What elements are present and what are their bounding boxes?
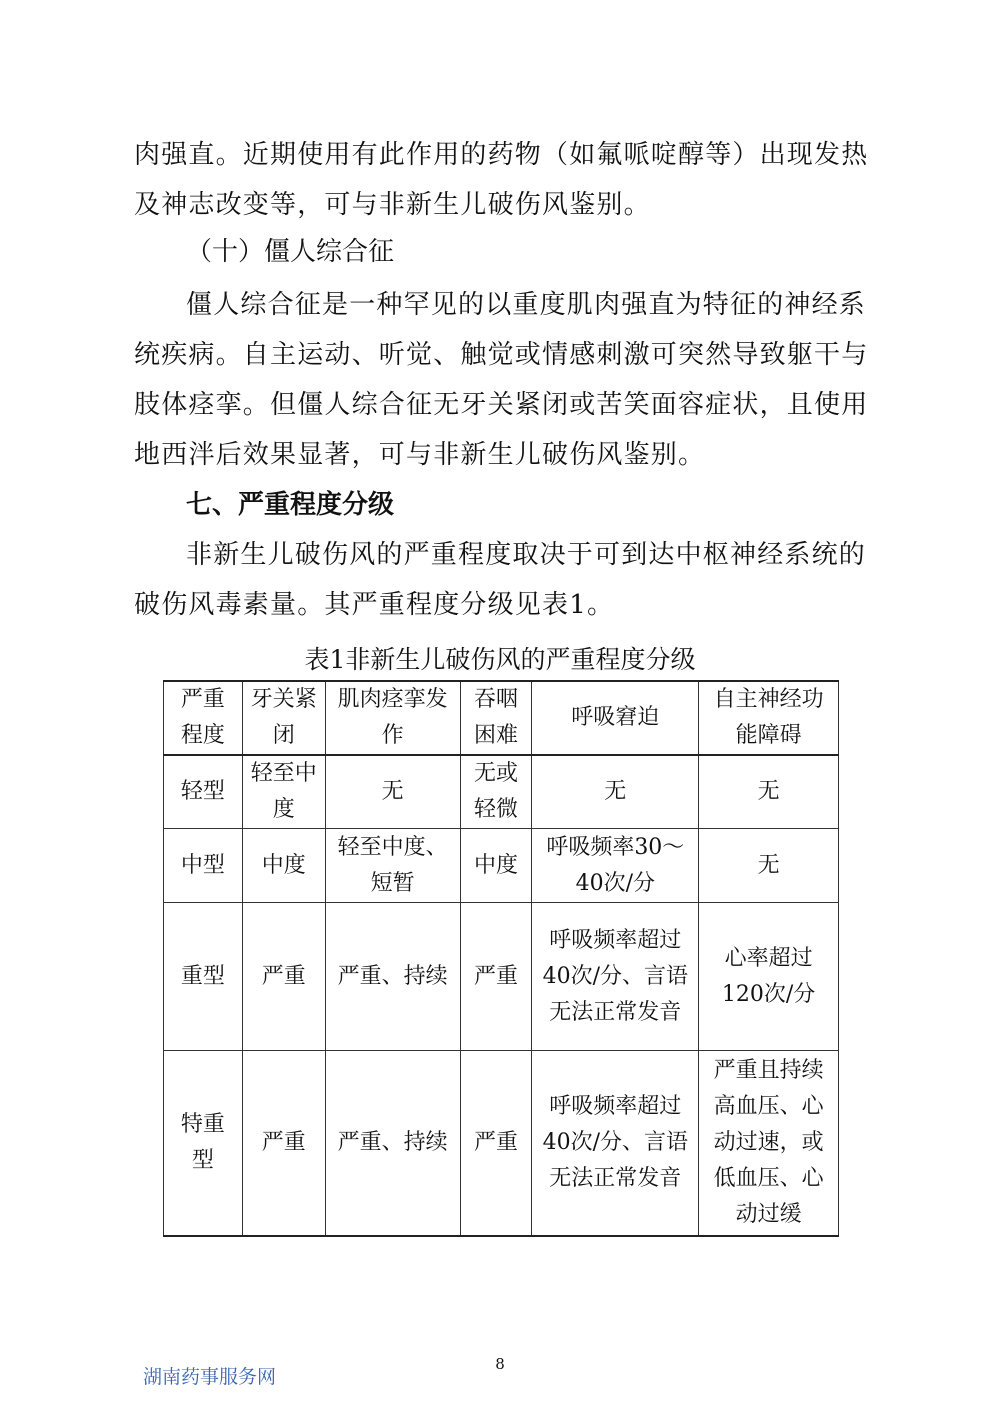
table-cell: 特重型 (164, 1051, 243, 1236)
table-row (164, 755, 839, 829)
table-cell: 无 (532, 755, 699, 829)
table-row (164, 903, 839, 1051)
table-cell: 呼吸频率30～40次/分 (532, 829, 699, 903)
table-cell: 严重 (242, 1051, 325, 1236)
table-cell: 严重、持续 (325, 1051, 460, 1236)
page-number: 8 (495, 1355, 505, 1373)
header-cell: 严重程度 (164, 681, 243, 755)
table-cell: 无 (325, 755, 460, 829)
table-cell: 严重且持续高血压、心动过速，或低血压、心动过缓 (699, 1051, 839, 1236)
header-cell: 肌肉痉挛发作 (325, 681, 460, 755)
table-cell: 严重 (460, 903, 532, 1051)
table-cell: 呼吸频率超过40次/分、言语无法正常发音 (532, 903, 699, 1051)
table-cell: 无或轻微 (460, 755, 532, 829)
table-cell: 轻型 (164, 755, 243, 829)
table-row (164, 829, 839, 903)
table-cell: 重型 (164, 903, 243, 1051)
table-cell: 无 (699, 755, 839, 829)
table-cell: 呼吸频率超过40次/分、言语无法正常发音 (532, 1051, 699, 1236)
section-heading-7: 七、严重程度分级 (186, 490, 395, 520)
table-cell: 中型 (164, 829, 243, 903)
header-cell: 自主神经功能障碍 (699, 681, 839, 755)
table-cell: 轻至中度 (242, 755, 325, 829)
severity-table (163, 680, 839, 1237)
paragraph-1: 肉强直。近期使用有此作用的药物（如氟哌啶醇等）出现发热及神志改变等，可与非新生儿破伤风鉴别。 (134, 140, 869, 220)
table-caption: 表1非新生儿破伤风的严重程度分级 (304, 645, 696, 674)
section-heading-10: （十）僵人综合征 (186, 237, 395, 267)
table-row (164, 1051, 839, 1236)
table-cell: 严重、持续 (325, 903, 460, 1051)
table-cell: 严重 (242, 903, 325, 1051)
table-cell: 心率超过120次/分 (699, 903, 839, 1051)
footer-watermark: 湖南药事服务网 (143, 1366, 277, 1388)
header-cell: 呼吸窘迫 (532, 681, 699, 755)
paragraph-3: 非新生儿破伤风的严重程度取决于可到达中枢神经系统的破伤风毒素量。其严重程度分级见表1。 (134, 540, 867, 620)
table-header-row (164, 681, 839, 755)
table-cell: 轻至中度、短暂 (325, 829, 460, 903)
table-cell: 无 (699, 829, 839, 903)
header-cell: 吞咽困难 (460, 681, 532, 755)
table-cell: 严重 (460, 1051, 532, 1236)
table-cell: 中度 (460, 829, 532, 903)
header-cell: 牙关紧闭 (242, 681, 325, 755)
paragraph-2: 僵人综合征是一种罕见的以重度肌肉强直为特征的神经系统疾病。自主运动、听觉、触觉或情感刺激可突然导致躯干与肢体痉挛。但僵人综合征无牙关紧闭或苦笑面容症状，且使用地西泮后效果显著，可与非新生儿破伤风鉴别。 (134, 290, 869, 470)
table-cell: 中度 (242, 829, 325, 903)
